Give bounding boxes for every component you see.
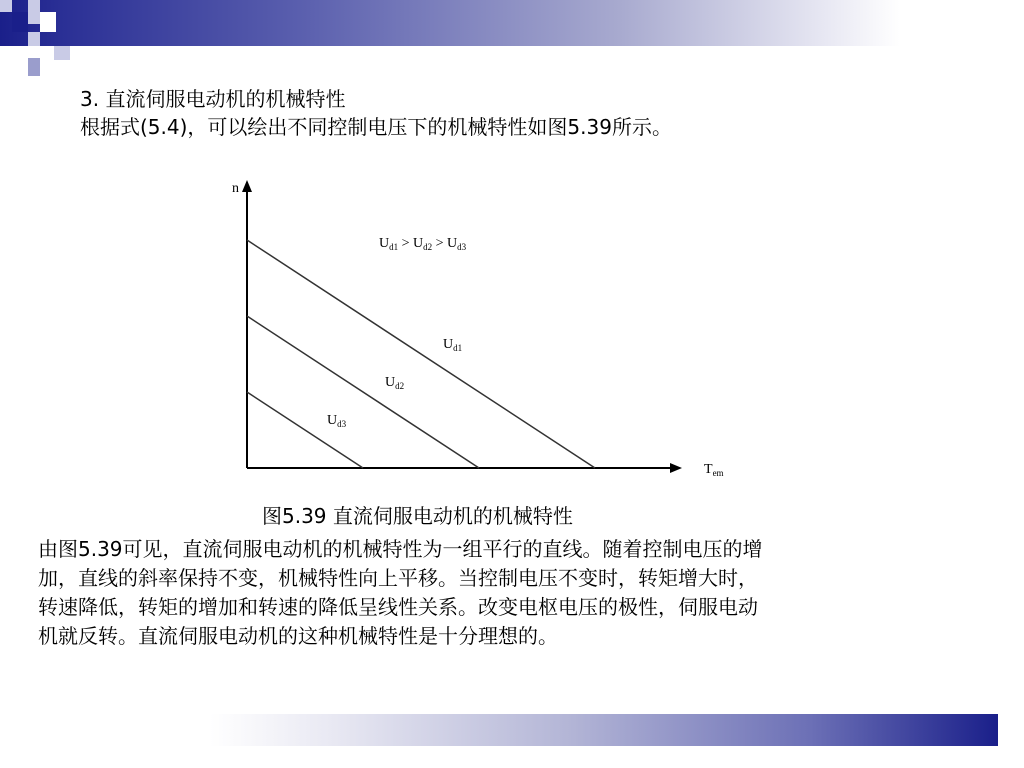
figure-caption: 图5.39 直流伺服电动机的机械特性 — [262, 504, 573, 528]
paragraph-line: 加，直线的斜率保持不变，机械特性向上平移。当控制电压不变时，转矩增大时， — [38, 566, 758, 590]
intro-text: 根据式(5.4)，可以绘出不同控制电压下的机械特性如图5.39所示。 — [80, 115, 672, 139]
y-axis-arrow — [242, 180, 252, 192]
paragraph-line: 由图5.39可见，直流伺服电动机的机械特性为一组平行的直线。随着控制电压的增 — [38, 537, 763, 561]
x-axis-label: $T_{em}$ — [704, 462, 724, 478]
series-line-ud3 — [247, 392, 363, 468]
x-axis-arrow — [670, 463, 682, 473]
series-lines — [247, 240, 595, 468]
y-axis-label: n — [232, 181, 239, 196]
paragraph-line: 转速降低，转矩的增加和转速的降低呈线性关系。改变电枢电压的极性，伺服电动 — [38, 595, 758, 619]
section-heading: 3. 直流伺服电动机的机械特性 — [80, 87, 346, 111]
paragraph-line: 机就反转。直流伺服电动机的这种机械特性是十分理想的。 — [38, 624, 558, 648]
series-line-ud1 — [247, 240, 595, 468]
series-labels — [327, 337, 462, 429]
chart-axes — [242, 180, 682, 473]
series-label-ud3: $U_{d3}$ — [327, 413, 347, 429]
voltage-relation-label: $U_{d1} > U_{d2} > U_{d3}$ — [379, 236, 467, 252]
series-label-ud1: $U_{d1}$ — [443, 337, 463, 353]
body-paragraph — [38, 535, 968, 651]
bottom-decor-band — [210, 714, 998, 746]
series-label-ud2: $U_{d2}$ — [385, 375, 405, 391]
